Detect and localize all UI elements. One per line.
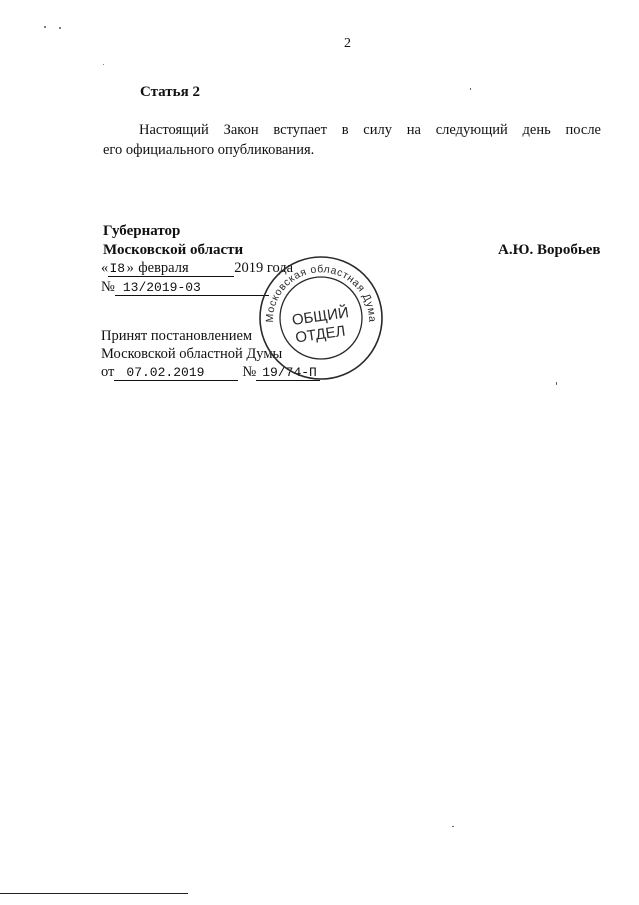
scan-speck xyxy=(470,88,471,90)
date-year: 2019 года xyxy=(234,260,294,276)
law-number-prefix: № xyxy=(101,279,115,295)
adoption-date-value: 07.02.2019 xyxy=(114,365,238,381)
footnote-separator xyxy=(0,893,188,894)
date-close-quote: » xyxy=(126,260,134,276)
date-month: февраля xyxy=(134,261,234,277)
date-open-quote: « xyxy=(101,260,109,276)
article-body xyxy=(103,120,601,160)
scan-speck xyxy=(44,26,46,28)
stamp-center-line-1: ОБЩИЙ xyxy=(290,304,350,329)
scan-speck xyxy=(556,382,557,385)
law-number-value: 13/2019-03 xyxy=(115,280,269,296)
law-number xyxy=(101,279,269,296)
scan-speck xyxy=(452,826,454,827)
stamp-center-line-2: ОТДЕЛ xyxy=(294,322,347,347)
signatory-title: Губернатор xyxy=(103,223,181,239)
adoption-line-1: Принят постановлением xyxy=(101,328,253,344)
scan-speck xyxy=(59,27,61,29)
adoption-date-prefix: от xyxy=(101,364,115,380)
adoption-number-prefix: № xyxy=(242,364,257,380)
official-stamp-seal xyxy=(258,255,384,381)
signatory-region: Московской области xyxy=(103,242,244,258)
adoption-line-2: Московской областной Думы xyxy=(101,346,283,362)
article-text-line-2: его официального опубликования. xyxy=(103,142,315,158)
stamp-ring-text: Московская областная Дума xyxy=(263,263,379,323)
page-number: 2 xyxy=(344,36,351,51)
adoption-number-value: 19/74-П xyxy=(256,365,320,381)
article-heading: Статья 2 xyxy=(140,84,200,100)
signatory-name: А.Ю. Воробьев xyxy=(498,242,601,258)
scan-speck xyxy=(103,64,104,65)
date-day: I8 xyxy=(109,261,126,276)
article-text-line-1: Настоящий Закон вступает в силу на следующий день после xyxy=(139,122,601,138)
